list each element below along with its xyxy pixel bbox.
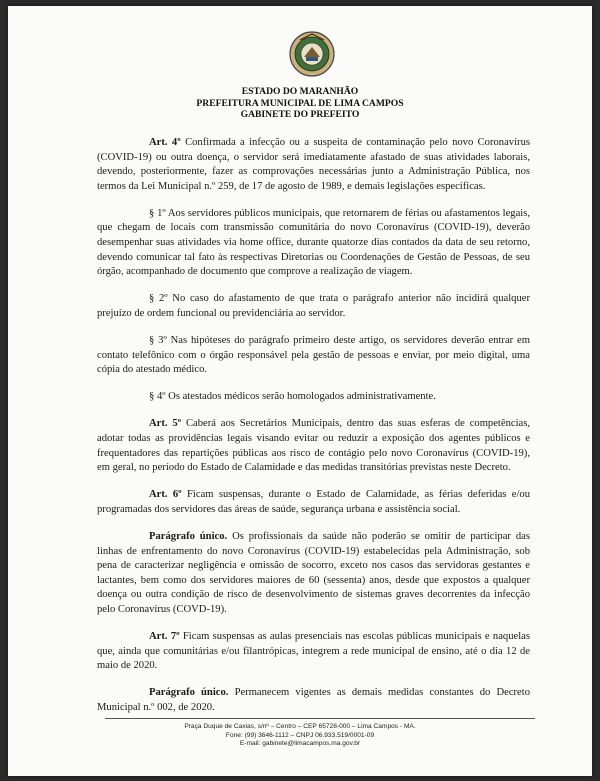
footer-divider	[105, 718, 535, 719]
paragraph-text: § 1º Aos servidores públicos municipais, que retornarem de férias ou afastamentos legais, que chegam de locais com transmissão comunitária do novo Coronavírus (COVID-19), deverão desempenhar suas atividades via home office, durante quatorze dias contados da data de seu retorno, devendo comunicar tal fato às respectivas Diretorias ou Coordenações de Gestão de Pessoas, de seu órgão, acompanhado de documento que comprove a realização de viagem.	[97, 207, 530, 278]
paragraph-text: Os profissionais da saúde não poderão se omitir de participar das linhas de enfrentamento do novo Coronavírus (COVID-19) estabelecidas pela Administração, sob pena de caracterizar negligência e omissão de socorro, exceto nos casos das servidoras gestantes e lactantes, bem como dos servidores maiores de 60 (sessenta) anos, desde que expostos a qualquer doença ou outra condição de risco de desenvolvimento de sistemas graves decorrentes da infecção pelo Coronavírus (COVD-19).	[97, 530, 530, 615]
paragraph-lead: Art. 4º	[149, 137, 181, 148]
header-state: ESTADO DO MARANHÃO	[241, 86, 359, 97]
paragraph-art-4-par-3	[97, 334, 530, 378]
document-footer	[8, 723, 592, 749]
document-body	[97, 136, 530, 727]
paragraph-text: § 4º Os atestados médicos serão homologados administrativamente.	[149, 391, 436, 403]
paragraph-text: Ficam suspensas as aulas presenciais nas escolas públicas municipais e naquelas que, ainda que comunitárias e/ou filantrópicas, integrem a rede municipal de ensino, até o dia 12 de maio de 2020.	[97, 631, 530, 672]
paragraph-art-6-single	[97, 530, 530, 618]
paragraph-text: Ficam suspensas, durante o Estado de Calamidade, as férias deferidas e/ou programadas dos servidores das áreas de saúde, segurança urbana e assistência social.	[97, 489, 531, 515]
paragraph-text: § 3º Nas hipóteses do parágrafo primeiro deste artigo, os servidores deverão entrar em contato telefônico com o órgão responsável pela gestão de pessoas e enviar, por meio digital, uma cópia do atestado médico.	[97, 335, 530, 376]
footer-email: E-mail: gabinete@limacampos.ma.gov.br	[239, 740, 361, 748]
paragraph-art-5	[97, 417, 530, 475]
paragraph-lead: Art. 7º	[149, 631, 180, 643]
paragraph-art-4	[97, 136, 530, 194]
paragraph-lead: Art. 6º	[149, 489, 182, 501]
paragraph-lead: Art. 5º	[149, 418, 182, 430]
paragraph-lead: Parágrafo único.	[149, 530, 228, 542]
document-header	[8, 86, 592, 121]
paragraph-art-4-par-4	[97, 390, 530, 405]
paragraph-art-4-par-2	[97, 292, 530, 321]
footer-phone: Fone: (99) 3646-1112 – CNPJ 06.933.519/0001-09	[225, 731, 375, 739]
paragraph-art-6	[97, 488, 530, 517]
paragraph-art-7-single	[97, 686, 530, 715]
paragraph-art-7	[97, 630, 530, 674]
paragraph-text: Caberá aos Secretários Municipais, dentro das suas esferas de competências, adotar todas as providências legais visando evitar ou reduzir a exposição dos agentes públicos e frequentadores das repartições públicas aos risco de contágio pelo novo Coronavírus (COVID-19), em geral, no período do Estado de Calamidade e das medidas transitórias previstas neste Decreto.	[97, 418, 530, 474]
header-office: GABINETE DO PREFEITO	[240, 109, 360, 120]
document-page	[8, 6, 592, 776]
paragraph-text: Permanecem vigentes as demais medidas constantes do Decreto Municipal n.º 002, de 2020.	[97, 687, 530, 713]
footer-address: Praça Duque de Caxias, s/nº – Centro – CEP 65728-000 – Lima Campos - MA.	[184, 723, 416, 730]
municipal-coat-of-arms-icon	[288, 30, 336, 78]
paragraph-text: § 2º No caso do afastamento de que trata o parágrafo anterior não incidirá qualquer prejuízo de ordem funcional ou previdenciária ao servidor.	[97, 293, 530, 319]
paragraph-art-4-par-1	[97, 207, 530, 280]
header-prefecture: PREFEITURA MUNICIPAL DE LIMA CAMPOS	[196, 97, 404, 109]
paragraph-lead: Parágrafo único.	[149, 687, 229, 699]
paragraph-text: Confirmada a infecção ou a suspeita de contaminação pelo novo Coronavírus (COVID-19) ou outra doença, o servidor será imediatamente afastado de suas atividades laborais, devendo, posteriormente, fazer as comprovações necessárias junto a Administração Pública, nos termos da Lei Municipal n.º 259, de 17 de agosto de 1989, e demais legislações específicas.	[97, 137, 530, 192]
